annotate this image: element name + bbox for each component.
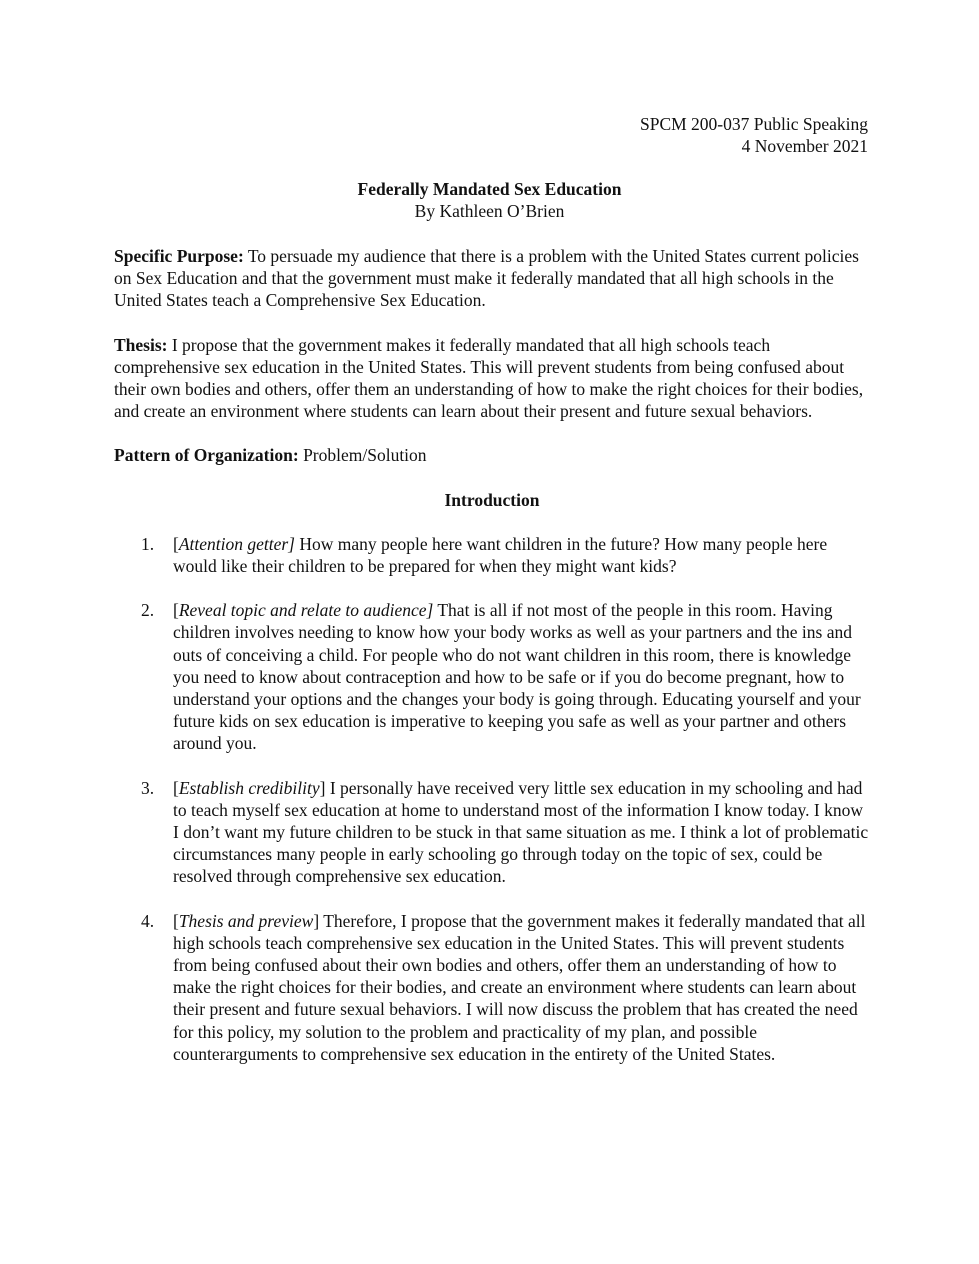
- byline: By Kathleen O’Brien: [414, 201, 565, 221]
- item-open-bracket: [: [173, 777, 179, 798]
- item-text: How many people here want children in the future? How many people here would like their children to be prepared for when they might want kids?: [173, 533, 828, 577]
- document-body: [114, 245, 870, 1087]
- item-open-bracket: [: [173, 533, 179, 554]
- list-item: [114, 910, 870, 1065]
- thesis-text: I propose that the government makes it federally mandated that all high schools teach comprehensive sex education in the United States. This will prevent students from being confused about their own bodies and others, offer them an understanding of how to make the right choices for their bodies, and create an environment where students can learn about their present and future sexual behaviors.: [114, 334, 864, 422]
- course-line: SPCM 200-037 Public Speaking: [639, 114, 868, 134]
- list-item: [114, 599, 870, 754]
- item-number: 3.: [141, 777, 155, 798]
- introduction-list: [114, 533, 870, 1065]
- item-tag: Reveal topic and relate to audience]: [178, 600, 434, 621]
- item-text: That is all if not most of the people in this room. Having children involves needing to know how your body works as well as your partners and the ins and outs of conceiving a child. For people who do not want children in this room, there is knowledge you need to know about contraception and how to be safe or if you do become pregnant, how to understand your options and the changes your body is going through. Educating yourself and your future kids on sex education is imperative to keeping you safe as well as your partner and others around you.: [173, 600, 861, 754]
- specific-purpose-text: To persuade my audience that there is a problem with the United States current policies on Sex Education and that the government must make it federally mandated that all high schools in the United States teach a Comprehensive Sex Education.: [114, 246, 859, 311]
- date-line: 4 November 2021: [741, 136, 868, 156]
- title-block: [0, 178, 979, 222]
- item-text: Therefore, I propose that the government makes it federally mandated that all high schools teach comprehensive sex education in the United States. This will prevent students from being confused about their own bodies and others, offer them an understanding of how to make the right choices for their bodies, and create an environment where students can learn about their present and future sexual behaviors. I will now discuss the problem that has created the need for this policy, my solution to the problem and practicality of my plan, and possible counterarguments to comprehensive sex education in the entirety of the United States.: [173, 910, 866, 1064]
- item-close-bracket: ]: [319, 777, 326, 798]
- item-number: 2.: [141, 600, 155, 621]
- list-item: [114, 777, 870, 888]
- item-text: I personally have received very little sex education in my schooling and had to teach myself sex education at home to understand most of the information I know today. I know I don’t want my future children to be stuck in that same situation as me. I think a lot of problematic circumstances many people in early schooling go through today on the topic of sex, could be resolved through comprehensive sex education.: [173, 777, 869, 887]
- item-tag: Attention getter]: [178, 533, 295, 554]
- item-open-bracket: [: [173, 600, 179, 621]
- item-tag: Thesis and preview: [178, 910, 314, 931]
- item-number: 4.: [141, 910, 155, 931]
- item-number: 1.: [141, 533, 155, 554]
- item-close-bracket: ]: [313, 910, 320, 931]
- thesis-label: Thesis:: [114, 334, 168, 355]
- specific-purpose-label: Specific Purpose:: [114, 246, 244, 266]
- item-tag: Establish credibility: [178, 777, 320, 798]
- document-title: Federally Mandated Sex Education: [357, 179, 622, 199]
- pattern-text: Problem/Solution: [298, 445, 427, 466]
- header-block: [640, 113, 868, 157]
- pattern-paragraph: [114, 444, 870, 466]
- item-open-bracket: [: [173, 910, 179, 931]
- introduction-heading: Introduction: [444, 489, 540, 510]
- thesis-paragraph: [114, 334, 870, 423]
- pattern-label: Pattern of Organization:: [114, 445, 299, 466]
- list-item: [114, 533, 870, 577]
- specific-purpose-paragraph: [114, 245, 870, 312]
